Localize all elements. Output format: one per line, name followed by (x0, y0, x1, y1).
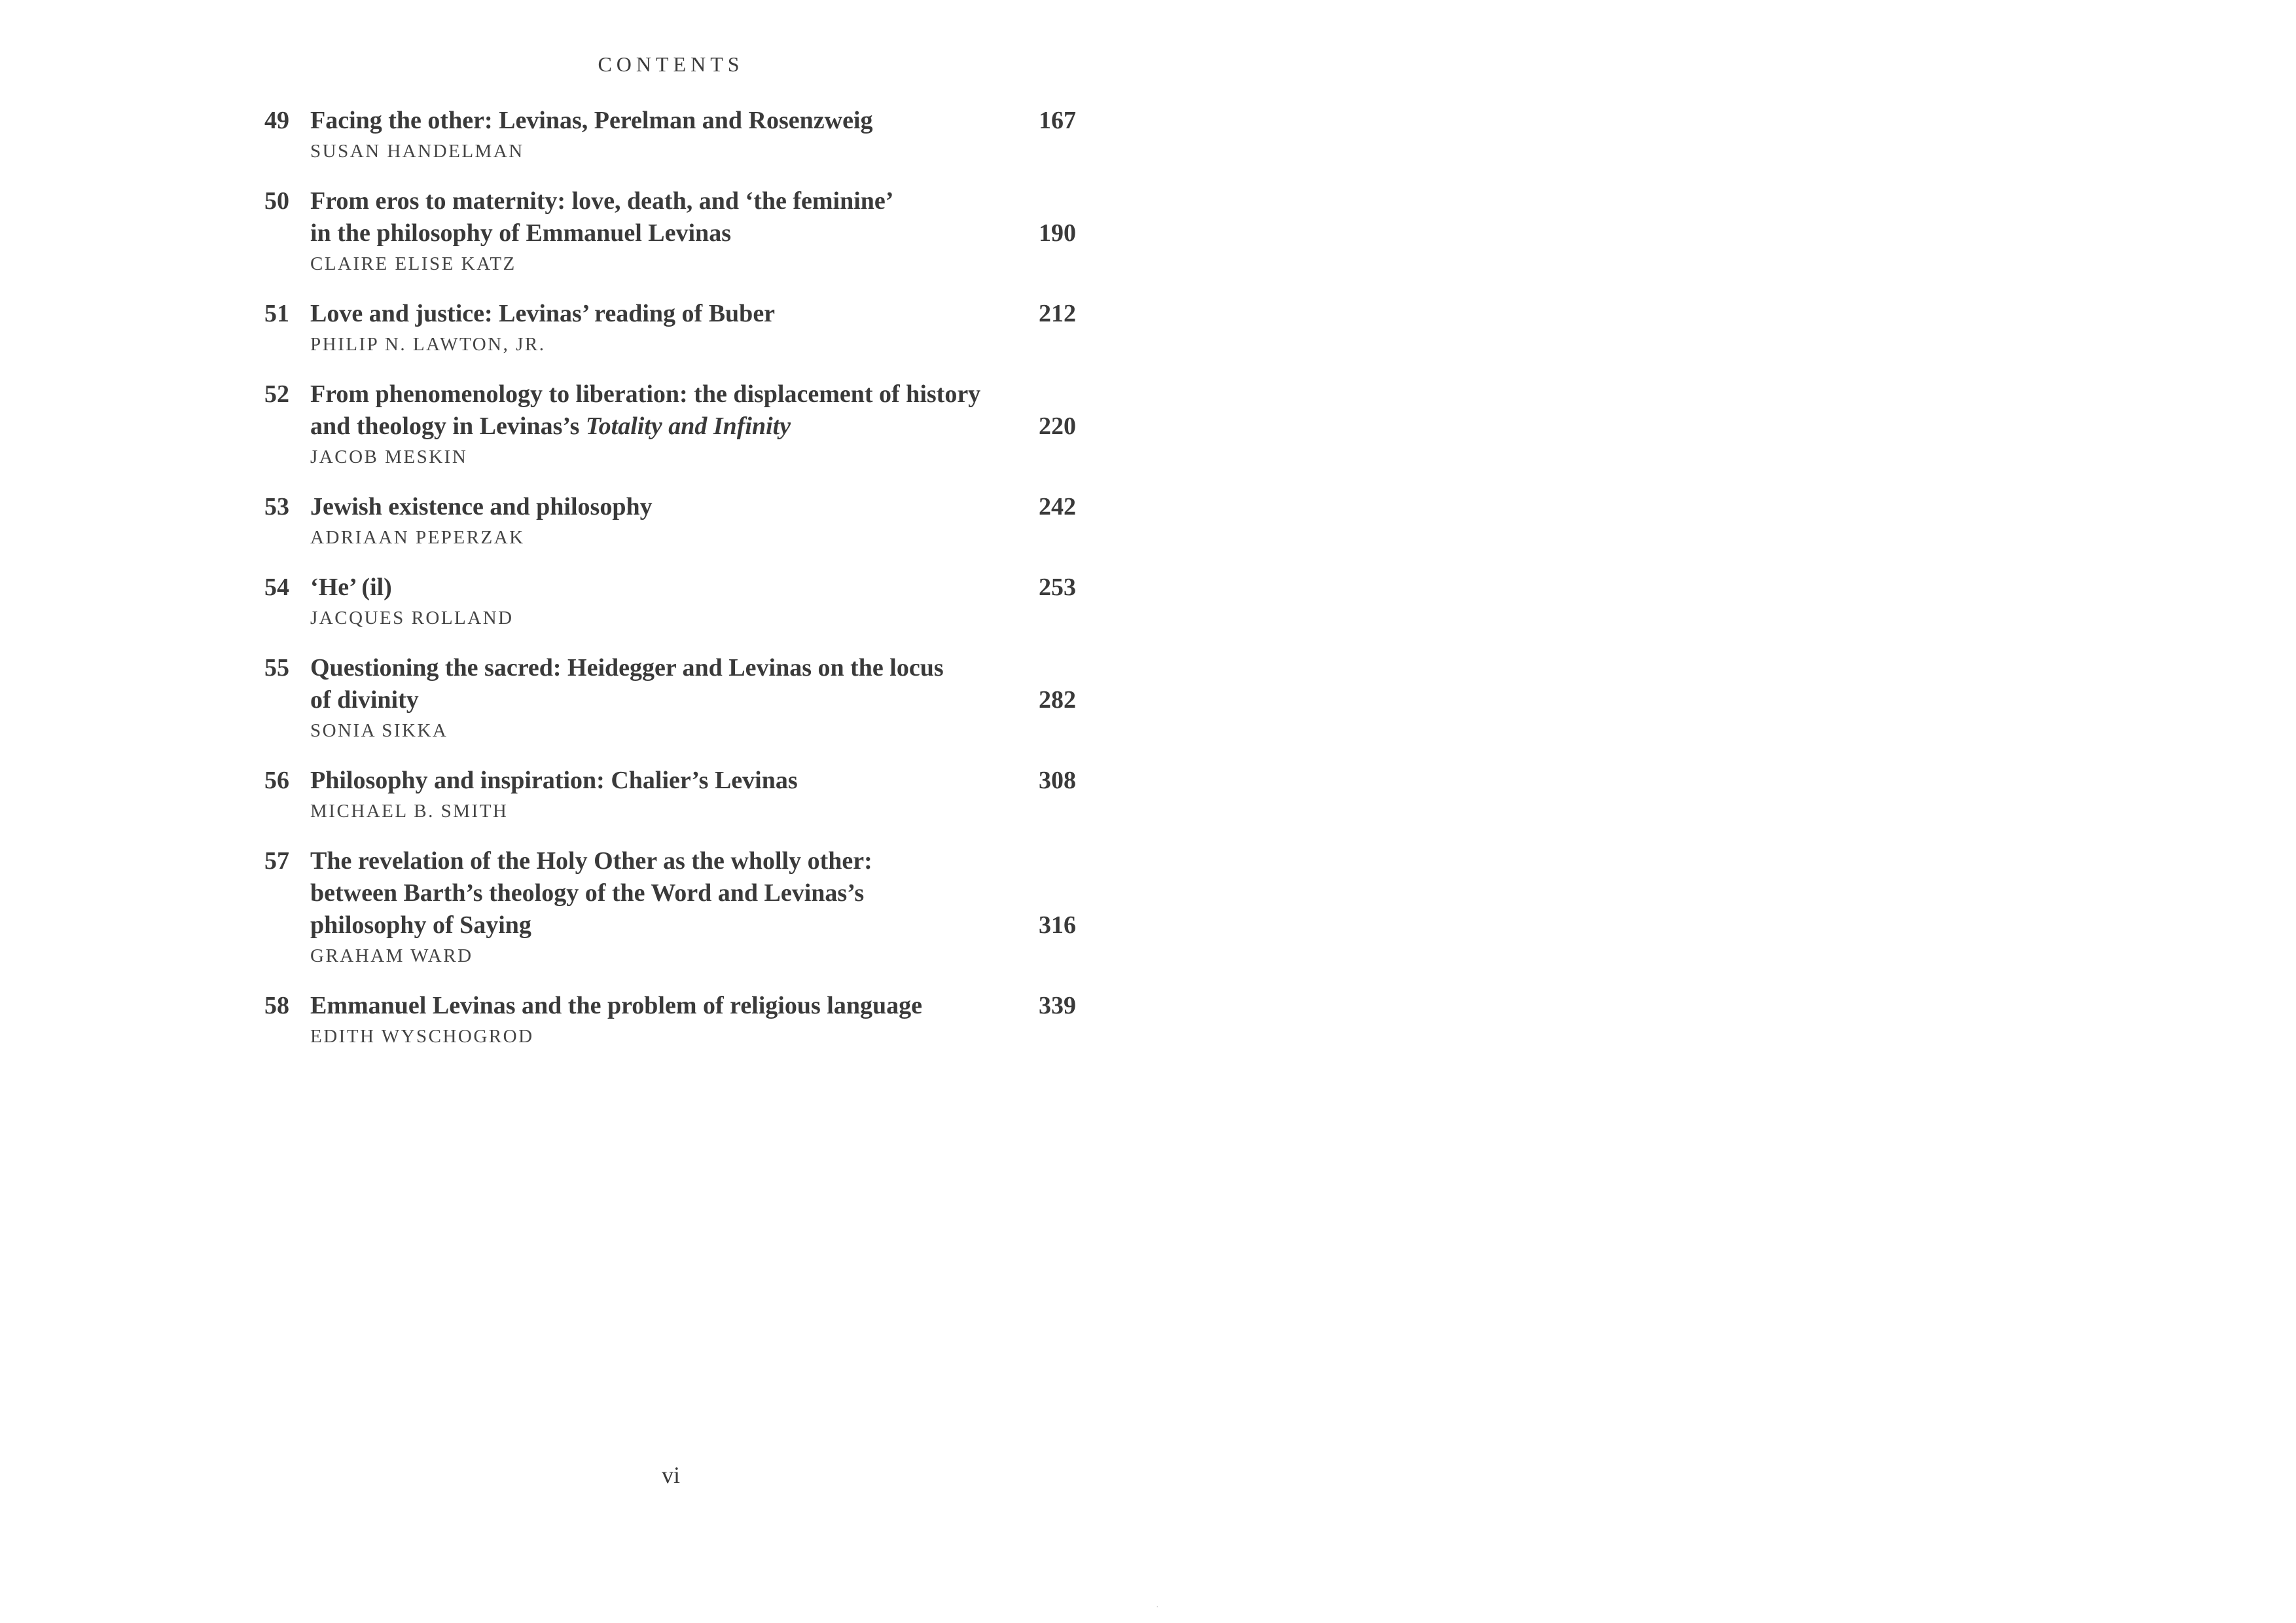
entry-body (310, 572, 1076, 632)
scan-speck: · (1156, 1603, 1159, 1613)
chapter-number: 58 (264, 992, 289, 1019)
page-number: 220 (1039, 412, 1076, 440)
chapter-title-text: of divinity (310, 686, 419, 714)
chapter-title-text: Philosophy and inspiration: Chalier’s Levinas (310, 767, 798, 794)
chapter-title-line (310, 410, 1076, 443)
toc-entry (264, 378, 1076, 471)
chapter-number: 56 (264, 767, 289, 794)
entry-body (310, 378, 1076, 471)
chapter-title-line (310, 845, 1076, 877)
chapter-title-italic: Totality and Infinity (585, 412, 791, 440)
chapter-title-line (310, 909, 1076, 941)
page-heading: CONTENTS (598, 52, 744, 76)
chapter-number: 55 (264, 654, 289, 682)
chapter-author: JACOB MESKIN (310, 447, 468, 467)
entry-body (310, 845, 1076, 970)
chapter-author: SONIA SIKKA (310, 720, 448, 741)
entry-body (310, 105, 1076, 166)
chapter-author: SUSAN HANDELMAN (310, 141, 524, 162)
chapter-title-text: Questioning the sacred: Heidegger and Levinas on the locus (310, 654, 944, 682)
chapter-title-line (310, 765, 1076, 797)
chapter-title-text: between Barth’s theology of the Word and Levinas’s (310, 879, 865, 907)
chapter-title-text: Love and justice: Levinas’ reading of Buber (310, 300, 776, 327)
toc-entry (264, 765, 1076, 826)
chapter-title-line (310, 491, 1076, 523)
chapter-title-text: Facing the other: Levinas, Perelman and Rosenzweig (310, 107, 873, 134)
chapter-title-text: From eros to maternity: love, death, and ‘the feminine’ (310, 187, 894, 215)
chapter-author: PHILIP N. LAWTON, JR. (310, 334, 546, 355)
chapter-title-text: Jewish existence and philosophy (310, 493, 653, 520)
page-number: 212 (1039, 300, 1076, 327)
toc-entry (264, 105, 1076, 166)
chapter-title-text: in the philosophy of Emmanuel Levinas (310, 219, 731, 247)
chapter-title-text: ‘He’ (il) (310, 574, 392, 601)
table-of-contents (264, 105, 1076, 1070)
chapter-title-text: From phenomenology to liberation: the displacement of history (310, 380, 981, 408)
page-number: 242 (1039, 493, 1076, 520)
chapter-title-line (310, 378, 1076, 410)
toc-entry (264, 652, 1076, 745)
page-number: 339 (1039, 992, 1076, 1019)
chapter-title-text: philosophy of Saying (310, 911, 531, 939)
entry-body (310, 765, 1076, 826)
chapter-title-line (310, 105, 1076, 137)
toc-entry (264, 298, 1076, 359)
chapter-title-line (310, 185, 1076, 217)
chapter-number: 54 (264, 574, 289, 601)
chapter-author: CLAIRE ELISE KATZ (310, 253, 516, 274)
chapter-title-text: and theology in Levinas’s (310, 412, 586, 440)
chapter-title-line (310, 684, 1076, 716)
toc-entry (264, 491, 1076, 552)
entry-body (310, 652, 1076, 745)
page-number: 316 (1039, 911, 1076, 939)
chapter-title-line (310, 990, 1076, 1022)
page-number: 167 (1039, 107, 1076, 134)
page-number: 282 (1039, 686, 1076, 714)
page-number: 308 (1039, 767, 1076, 794)
chapter-title-line (310, 652, 1076, 684)
chapter-title-text: Emmanuel Levinas and the problem of religious language (310, 992, 922, 1019)
chapter-author: GRAHAM WARD (310, 945, 473, 966)
page-number: 190 (1039, 219, 1076, 247)
chapter-title-line (310, 572, 1076, 604)
page-number: 253 (1039, 574, 1076, 601)
chapter-number: 52 (264, 380, 289, 408)
chapter-title-line (310, 298, 1076, 330)
chapter-author: MICHAEL B. SMITH (310, 801, 509, 822)
toc-entry (264, 572, 1076, 632)
entry-body (310, 491, 1076, 552)
chapter-title-line (310, 217, 1076, 249)
chapter-title-line (310, 877, 1076, 909)
chapter-title-text: The revelation of the Holy Other as the wholly other: (310, 847, 872, 875)
chapter-number: 49 (264, 107, 289, 134)
page-folio: vi (661, 1462, 680, 1488)
chapter-author: JACQUES ROLLAND (310, 608, 514, 629)
entry-body (310, 990, 1076, 1051)
toc-entry (264, 845, 1076, 970)
chapter-number: 57 (264, 847, 289, 875)
chapter-author: EDITH WYSCHOGROD (310, 1026, 534, 1047)
toc-entry (264, 185, 1076, 278)
chapter-author: ADRIAAN PEPERZAK (310, 527, 525, 548)
chapter-number: 51 (264, 300, 289, 327)
chapter-number: 53 (264, 493, 289, 520)
entry-body (310, 185, 1076, 278)
entry-body (310, 298, 1076, 359)
chapter-number: 50 (264, 187, 289, 215)
toc-entry (264, 990, 1076, 1051)
